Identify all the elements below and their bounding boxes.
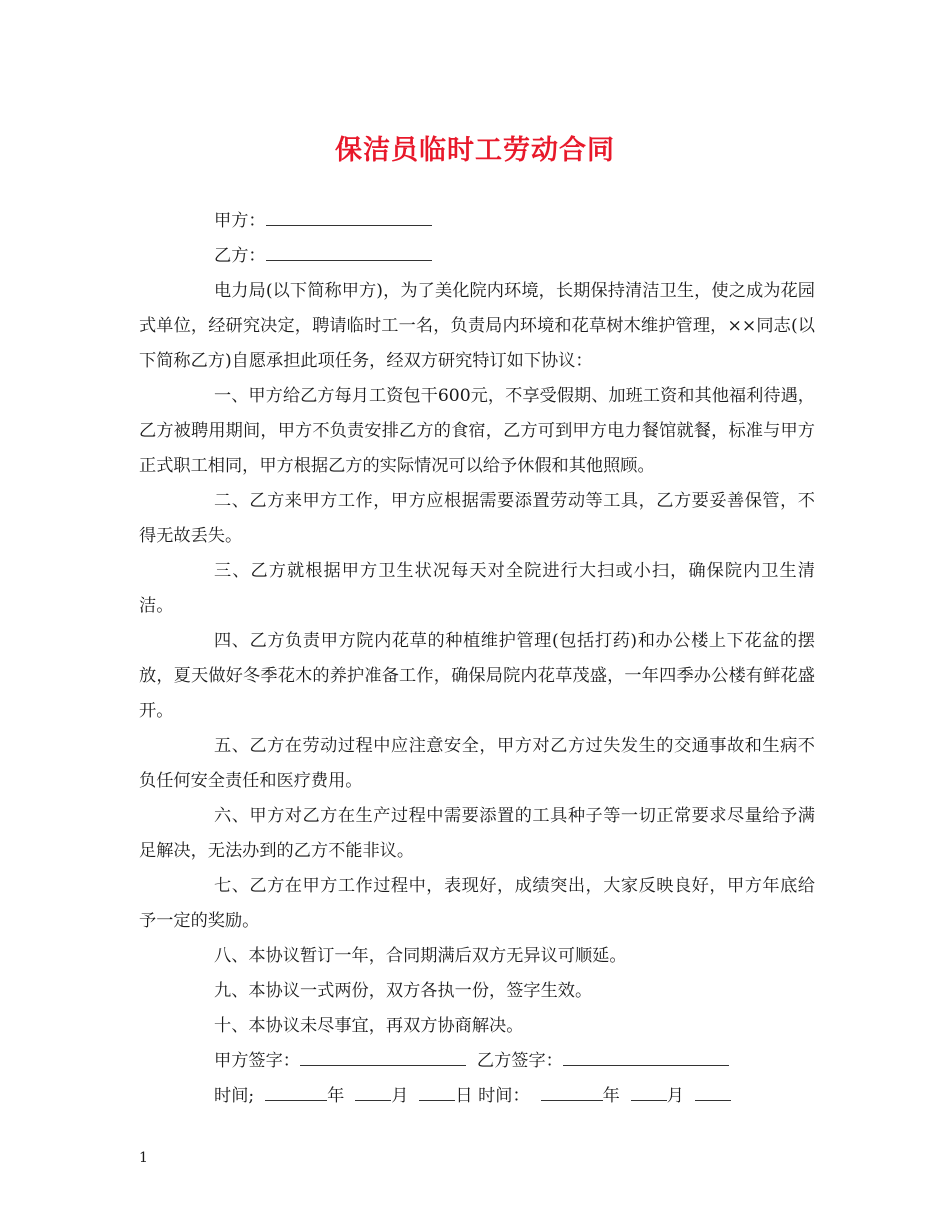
clause-10: 十、本协议未尽事宜，再双方协商解决。 <box>214 1016 524 1036</box>
clause-8: 八、本协议暂订一年，合同期满后双方无异议可顺延。 <box>214 946 627 966</box>
clause-6: 六、甲方对乙方在生产过程中需要添置的工具种子等一切正常要求尽量给予满足解决，无法办到的乙方不能非议。 <box>139 806 815 861</box>
party-b-signature-blank <box>563 1047 729 1066</box>
clause-2: 二、乙方来甲方工作，甲方应根据需要添置劳动等工具，乙方要妥善保管，不得无故丢失。 <box>139 491 815 546</box>
clause-3: 三、乙方就根据甲方卫生状况每天对全院进行大扫或小扫，确保院内卫生清洁。 <box>139 561 815 616</box>
page-number: 1 <box>139 1150 148 1166</box>
month-b-label: 月 <box>666 1086 684 1106</box>
party-b-label: 乙方： <box>214 246 266 266</box>
year-b-label: 年 <box>602 1086 620 1106</box>
contract-body <box>139 204 815 1114</box>
party-a-blank <box>266 207 432 226</box>
party-a-label: 甲方： <box>214 211 266 231</box>
party-a-signature-label: 甲方签字： <box>214 1051 300 1071</box>
party-b-blank <box>266 242 432 261</box>
month-a-label: 月 <box>391 1086 409 1106</box>
date-b-label: 时间： <box>478 1086 530 1106</box>
party-a-line <box>139 204 815 239</box>
document-title: 保洁员临时工劳动合同 <box>335 135 615 166</box>
clause-7: 七、乙方在甲方工作过程中，表现好，成绩突出，大家反映良好，甲方年底给予一定的奖励。 <box>139 876 815 931</box>
intro-paragraph: 电力局(以下简称甲方)，为了美化院内环境，长期保持清洁卫生，使之成为花园式单位，经研究决定，聘请临时工一名，负责局内环境和花草树木维护管理，××同志(以下简称乙方)自愿承担此项任务，经双方研究特订如下协议： <box>139 281 815 371</box>
date-line <box>139 1079 815 1114</box>
clause-5: 五、乙方在劳动过程中应注意安全，甲方对乙方过失发生的交通事故和生病不负任何安全责任和医疗费用。 <box>139 736 815 791</box>
clause-4: 四、乙方负责甲方院内花草的种植维护管理(包括打药)和办公楼上下花盆的摆放，夏天做好冬季花木的养护准备工作，确保局院内花草茂盛，一年四季办公楼有鲜花盛开。 <box>139 631 815 721</box>
day-b-blank <box>695 1082 731 1101</box>
year-a-blank <box>265 1082 327 1101</box>
party-b-line <box>139 239 815 274</box>
day-a-blank <box>419 1082 455 1101</box>
clause-9: 九、本协议一式两份，双方各执一份，签字生效。 <box>214 981 593 1001</box>
signature-line <box>139 1044 815 1079</box>
month-b-blank <box>631 1082 667 1101</box>
day-a-label: 日 <box>455 1086 473 1106</box>
year-b-blank <box>541 1082 603 1101</box>
month-a-blank <box>355 1082 391 1101</box>
party-b-signature-label: 乙方签字： <box>476 1051 563 1071</box>
year-a-label: 年 <box>327 1086 345 1106</box>
clause-1: 一、甲方给乙方每月工资包干600元，不享受假期、加班工资和其他福利待遇，乙方被聘用期间，甲方不负责安排乙方的食宿，乙方可到甲方电力餐馆就餐，标准与甲方正式职工相同，甲方根据乙方的实际情况可以给予休假和其他照顾。 <box>139 386 815 476</box>
party-a-signature-blank <box>300 1047 466 1066</box>
date-a-label: 时间; <box>214 1086 255 1106</box>
